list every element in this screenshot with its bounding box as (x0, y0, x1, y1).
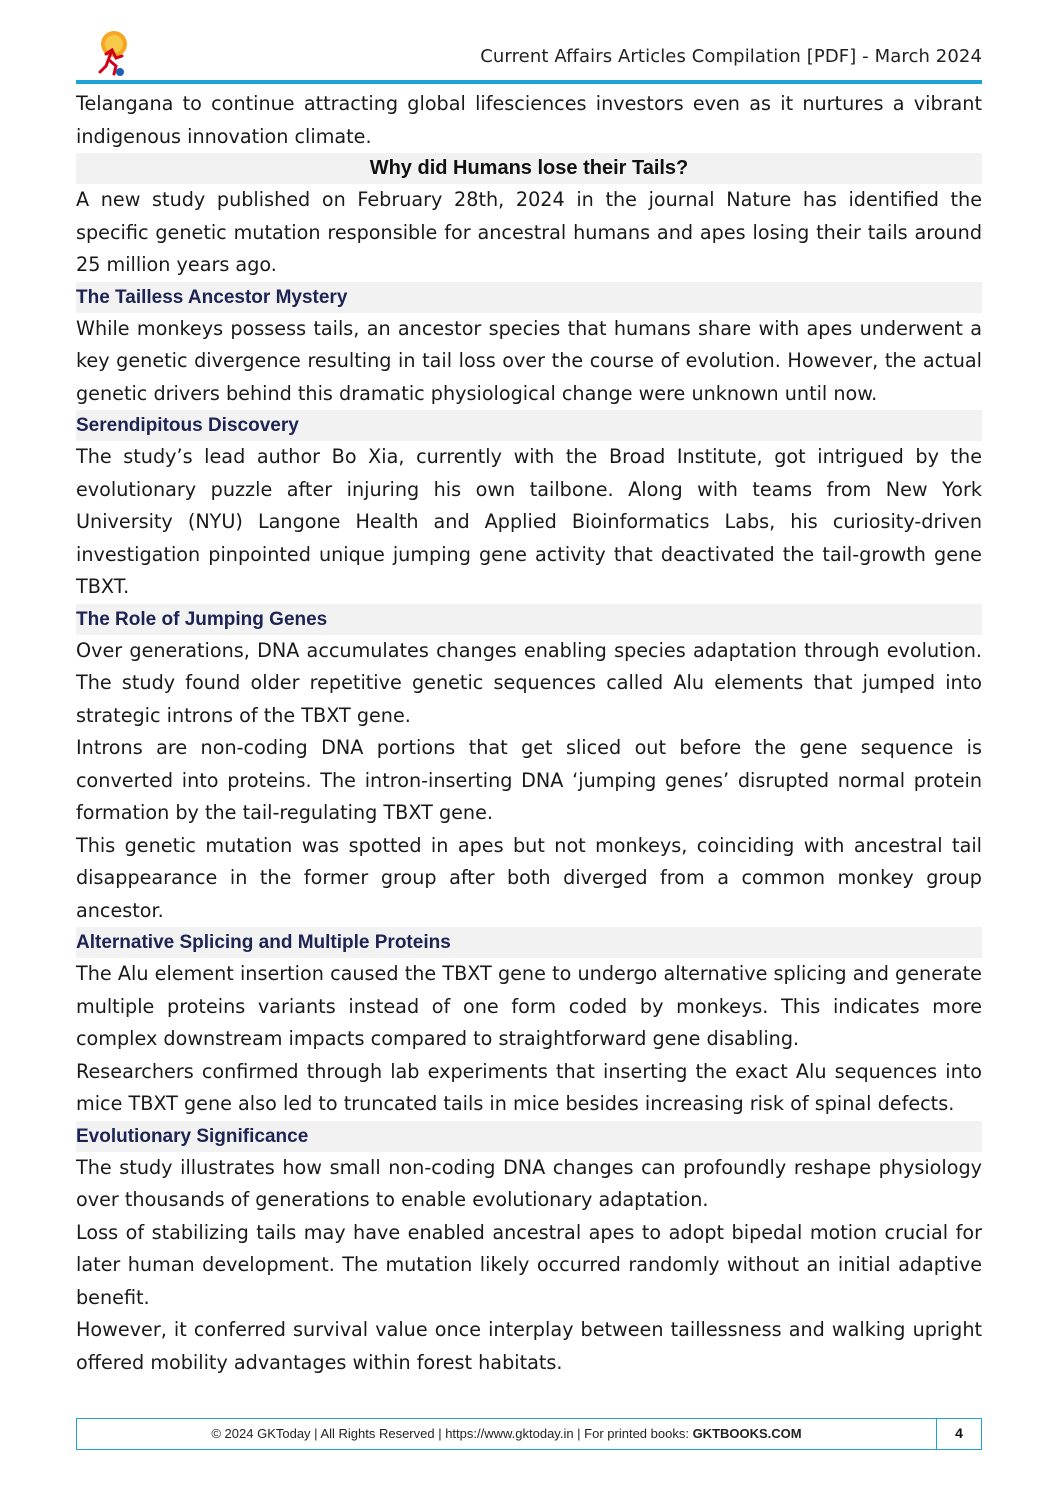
header-title: Current Affairs Articles Compilation [PDF] - March 2024 (480, 46, 982, 67)
section-paragraph: Introns are non-coding DNA portions that get sliced out before the gene sequence is converted into proteins. The intron-inserting DNA ‘jumping genes’ disrupted normal protein formation by the tail-regulating TBXT gene. (76, 736, 982, 824)
section-paragraph: The Alu element insertion caused the TBXT gene to undergo alternative splicing and generate multiple proteins variants instead of one form coded by monkeys. This indicates more complex downstream impacts compared to straightforward gene disabling. (76, 962, 982, 1050)
section-paragraph: The study’s lead author Bo Xia, currently with the Broad Institute, got intrigued by the evolutionary puzzle after injuring his own tailbone. Along with teams from New York University (NYU) Langone Health and Applied Bioinformatics Labs, his curiosity-driven investigation pinpointed unique jumping gene activity that deactivated the tail-growth gene TBXT. (76, 445, 982, 598)
lead-paragraph: A new study published on February 28th, 2024 in the journal Nature has identified the specific genetic mutation responsible for ancestral humans and apes losing their tails around 25 million years ago. (76, 188, 982, 276)
page-number: 4 (936, 1419, 981, 1449)
section-paragraph: Loss of stabilizing tails may have enabled ancestral apes to adopt bipedal motion crucial for later human development. The mutation likely occurred randomly without an initial adaptive benefit. (76, 1220, 982, 1309)
footer-copyright (77, 1419, 936, 1449)
page-footer (76, 1418, 982, 1450)
section-paragraph: While monkeys possess tails, an ancestor species that humans share with apes underwent a key genetic divergence resulting in tail loss over the course of evolution. However, the actual genetic drivers behind this dramatic physiological change were unknown until now. (76, 316, 982, 405)
intro-paragraph: Telangana to continue attracting global lifesciences investors even as it nurtures a vibrant indigenous innovation climate. (76, 92, 982, 148)
header-divider (76, 80, 982, 84)
page-header (76, 28, 982, 80)
section-paragraph: This genetic mutation was spotted in apes but not monkeys, coinciding with ancestral tail disappearance in the former group after both diverged from a common monkey group ancestor. (76, 833, 982, 922)
footer-brand-link[interactable]: GKTBOOKS.COM (692, 1426, 802, 1441)
section-paragraph: However, it conferred survival value once interplay between taillessness and walking upright offered mobility advantages within forest habitats. (76, 1318, 982, 1374)
section-heading: Alternative Splicing and Multiple Proteins (76, 927, 982, 958)
section-paragraph: Researchers confirmed through lab experiments that inserting the exact Alu sequences into mice TBXT gene also led to truncated tails in mice besides increasing risk of spinal defects. (76, 1059, 982, 1115)
document-page (76, 28, 982, 1379)
article-title: Why did Humans lose their Tails? (76, 153, 982, 184)
section-paragraph: The study illustrates how small non-coding DNA changes can profoundly reshape physiology over thousands of generations to enable evolutionary adaptation. (76, 1155, 982, 1211)
section-heading: The Role of Jumping Genes (76, 604, 982, 635)
section-heading: Serendipitous Discovery (76, 410, 982, 441)
gktoday-logo-icon (92, 28, 132, 80)
section-heading: The Tailless Ancestor Mystery (76, 282, 982, 313)
article-content (76, 88, 982, 1379)
section-heading: Evolutionary Significance (76, 1121, 982, 1152)
section-paragraph: Over generations, DNA accumulates changes enabling species adaptation through evolution. The study found older repetitive genetic sequences called Alu elements that jumped into strategic introns of the TBXT gene. (76, 638, 982, 727)
footer-text: © 2024 GKToday | All Rights Reserved | https://www.gktoday.in | For printed books: (211, 1426, 693, 1441)
